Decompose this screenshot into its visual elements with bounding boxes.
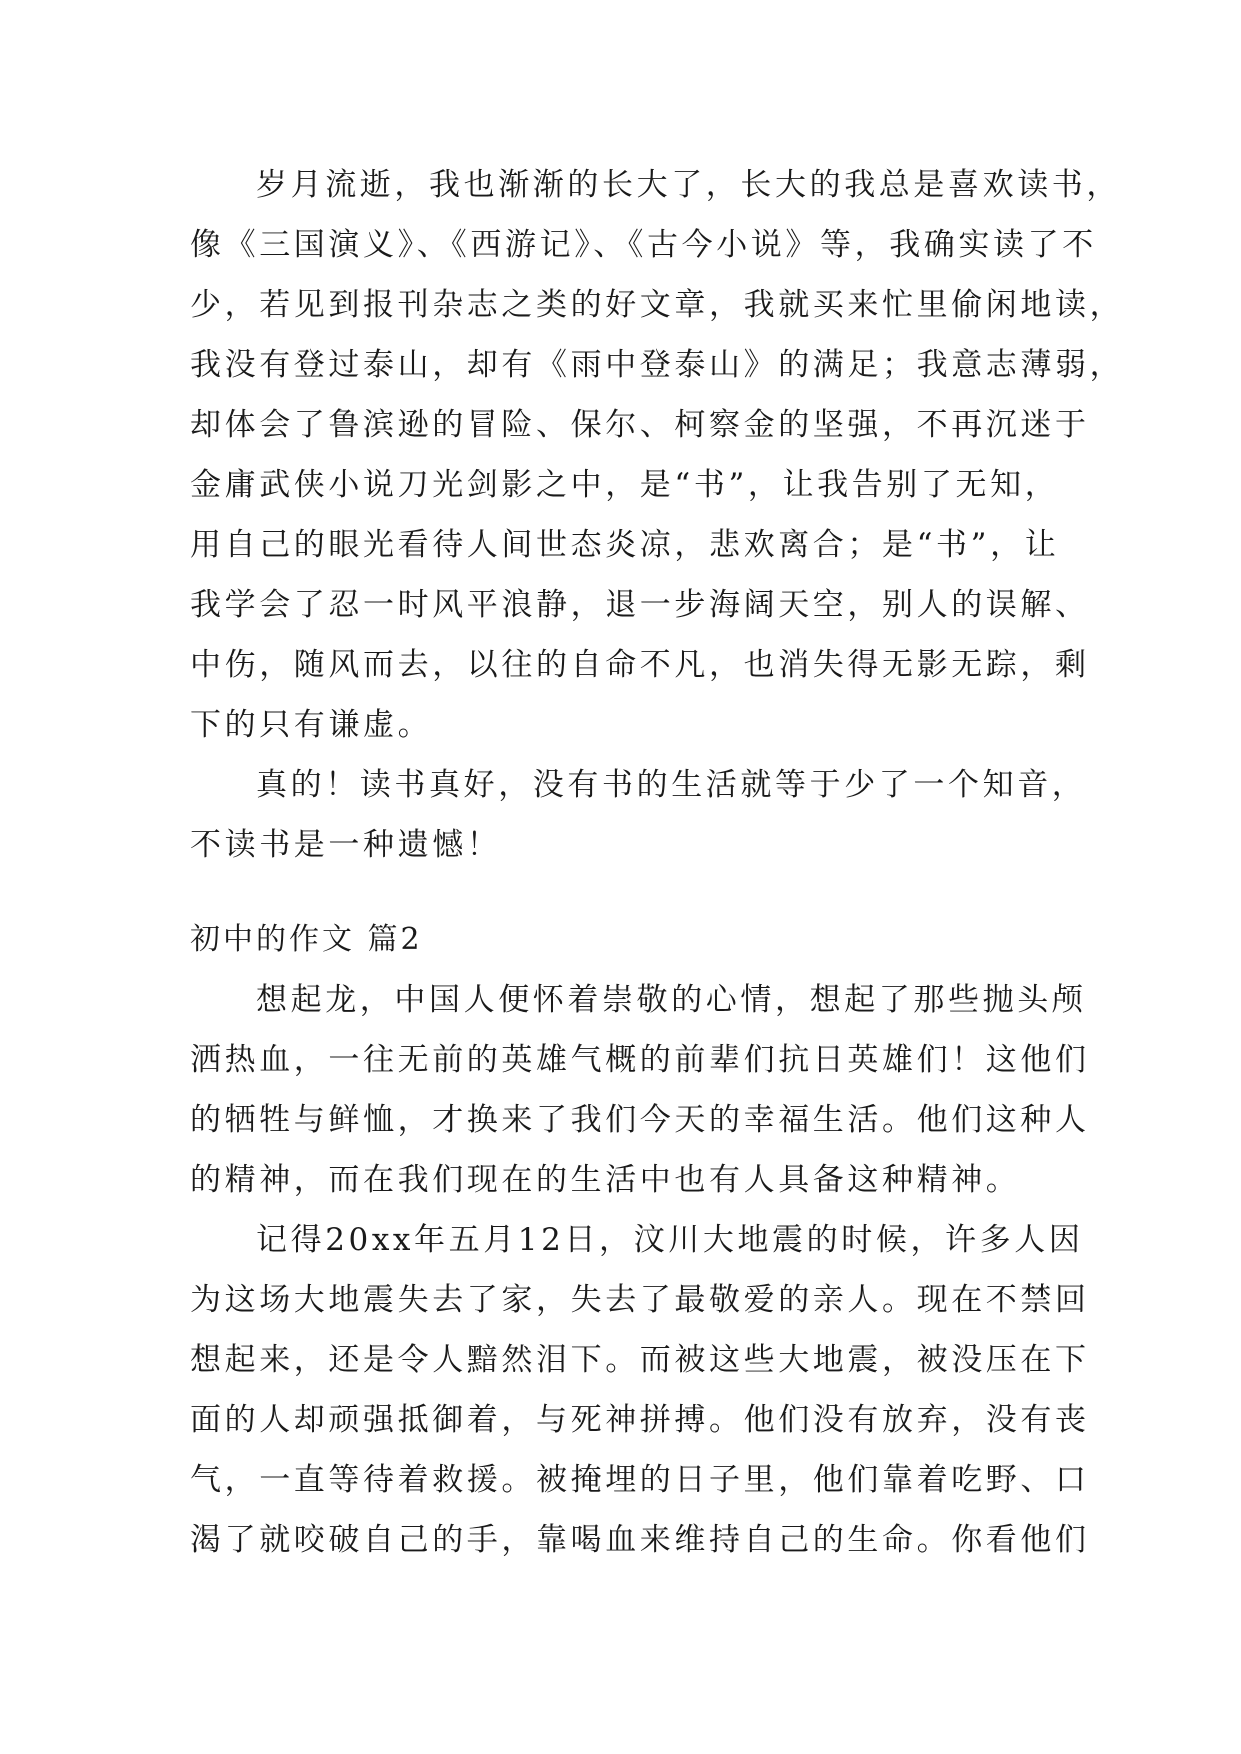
text-line: 不读书是一种遗憾！ (190, 827, 502, 863)
text-line: 下的只有谦虚。 (190, 707, 433, 743)
text-line: 渴了就咬破自己的手，靠喝血来维持自己的生命。你看他们 (190, 1522, 1090, 1558)
text-line: 少，若见到报刊杂志之类的好文章，我就买来忙里偷闲地读， (190, 287, 1125, 323)
text-line: 的牺牲与鲜恤，才换来了我们今天的幸福生活。他们这种人 (190, 1102, 1090, 1138)
text-line: 中伤，随风而去，以往的自命不凡，也消失得无影无踪，剩 (190, 647, 1090, 683)
text-line: 想起龙，中国人便怀着崇敬的心情，想起了那些抛头颅 (256, 982, 1087, 1018)
text-line: 想起来，还是令人黯然泪下。而被这些大地震，被没压在下 (190, 1342, 1090, 1378)
paragraph (190, 755, 1087, 875)
paragraph (190, 155, 1125, 755)
text-line: 洒热血，一往无前的英雄气概的前辈们抗日英雄们！这他们 (190, 1042, 1090, 1078)
text-line: 金庸武侠小说刀光剑影之中，是“书”，让我告别了无知， (190, 467, 1060, 503)
section-title: 初中的作文 篇2 (190, 922, 423, 957)
text-line: 记得20xx年五月12日，汶川大地震的时候，许多人因 (256, 1222, 1084, 1258)
text-line: 岁月流逝，我也渐渐的长大了，长大的我总是喜欢读书， (256, 167, 1121, 203)
text-line: 为这场大地震失去了家，失去了最敬爱的亲人。现在不禁回 (190, 1282, 1090, 1318)
text-line: 气，一直等待着救援。被掩埋的日子里，他们靠着吃野、口 (190, 1462, 1090, 1498)
paragraph (190, 1210, 1090, 1570)
text-line: 我学会了忍一时风平浪静，退一步海阔天空，别人的误解、 (190, 587, 1090, 623)
essay-section-1 (190, 155, 1125, 875)
text-line: 真的！读书真好，没有书的生活就等于少了一个知音， (256, 767, 1087, 803)
paragraph (190, 970, 1090, 1210)
text-line: 用自己的眼光看待人间世态炎凉，悲欢离合；是“书”，让 (190, 527, 1060, 563)
text-line: 的精神，而在我们现在的生活中也有人具备这种精神。 (190, 1162, 1021, 1198)
text-line: 却体会了鲁滨逊的冒险、保尔、柯察金的坚强，不再沉迷于 (190, 407, 1090, 443)
text-line: 我没有登过泰山，却有《雨中登泰山》的满足；我意志薄弱， (190, 347, 1125, 383)
text-line: 面的人却顽强抵御着，与死神拼搏。他们没有放弃，没有丧 (190, 1402, 1090, 1438)
text-line: 像《三国演义》、《西游记》、《古今小说》等，我确实读了不 (190, 227, 1097, 263)
essay-section-2 (190, 970, 1090, 1570)
